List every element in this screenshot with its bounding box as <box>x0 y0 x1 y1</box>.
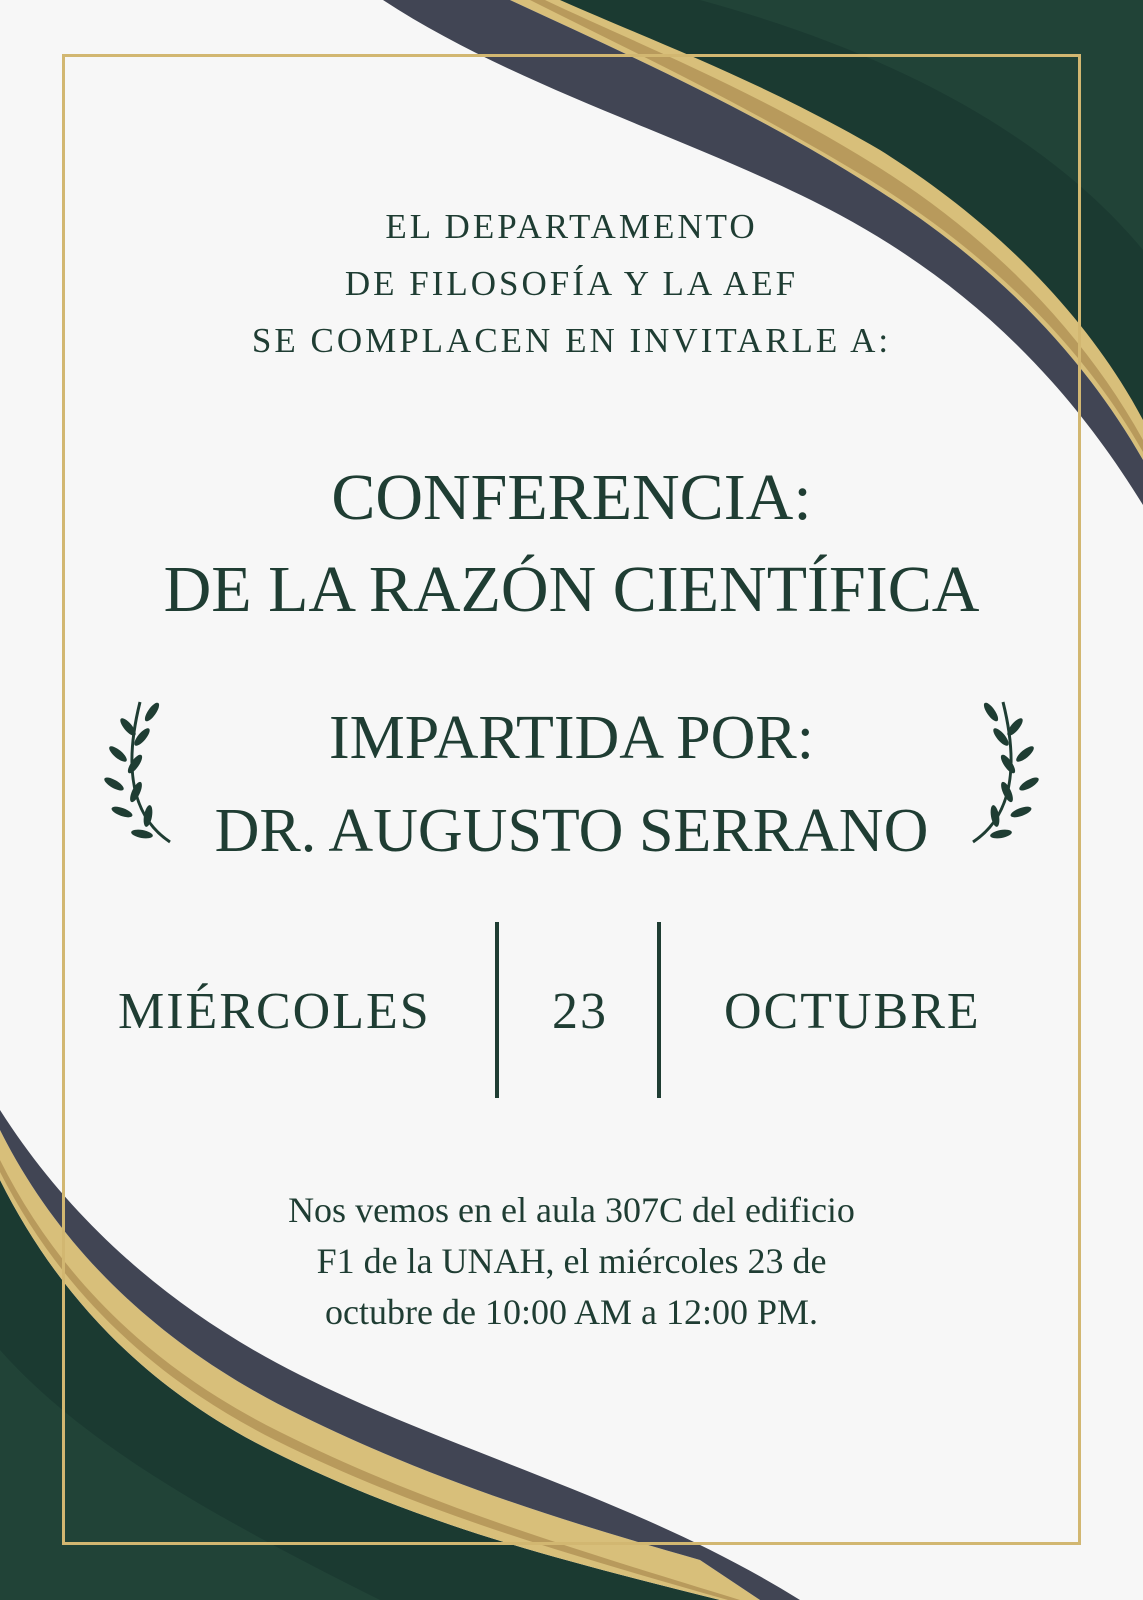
date-day: 23 <box>552 983 608 1040</box>
intro-line-1: EL DEPARTAMENTO <box>385 207 758 246</box>
footer-line-1: Nos vemos en el aula 307C del edificio <box>288 1190 855 1230</box>
date-divider-right <box>657 922 661 1098</box>
footer-line-2: F1 de la UNAH, el miércoles 23 de <box>316 1241 827 1281</box>
speaker-block <box>0 692 1143 878</box>
date-month: OCTUBRE <box>724 983 981 1040</box>
title-line-1: CONFERENCIA: <box>331 461 812 534</box>
intro-block <box>0 198 1143 369</box>
date-weekday: MIÉRCOLES <box>118 983 431 1040</box>
footer-line-3: octubre de 10:00 AM a 12:00 PM. <box>325 1292 818 1332</box>
intro-line-3: SE COMPLACEN EN INVITARLE A: <box>251 321 892 360</box>
intro-line-2: DE FILOSOFÍA Y LA AEF <box>344 264 799 303</box>
speaker-line-2: DR. AUGUSTO SERRANO <box>214 797 929 865</box>
date-divider-left <box>495 922 499 1098</box>
speaker-line-1: IMPARTIDA POR: <box>329 704 814 772</box>
location-details <box>0 1185 1143 1338</box>
title-line-2: DE LA RAZÓN CIENTÍFICA <box>163 553 980 626</box>
conference-title <box>0 452 1143 636</box>
